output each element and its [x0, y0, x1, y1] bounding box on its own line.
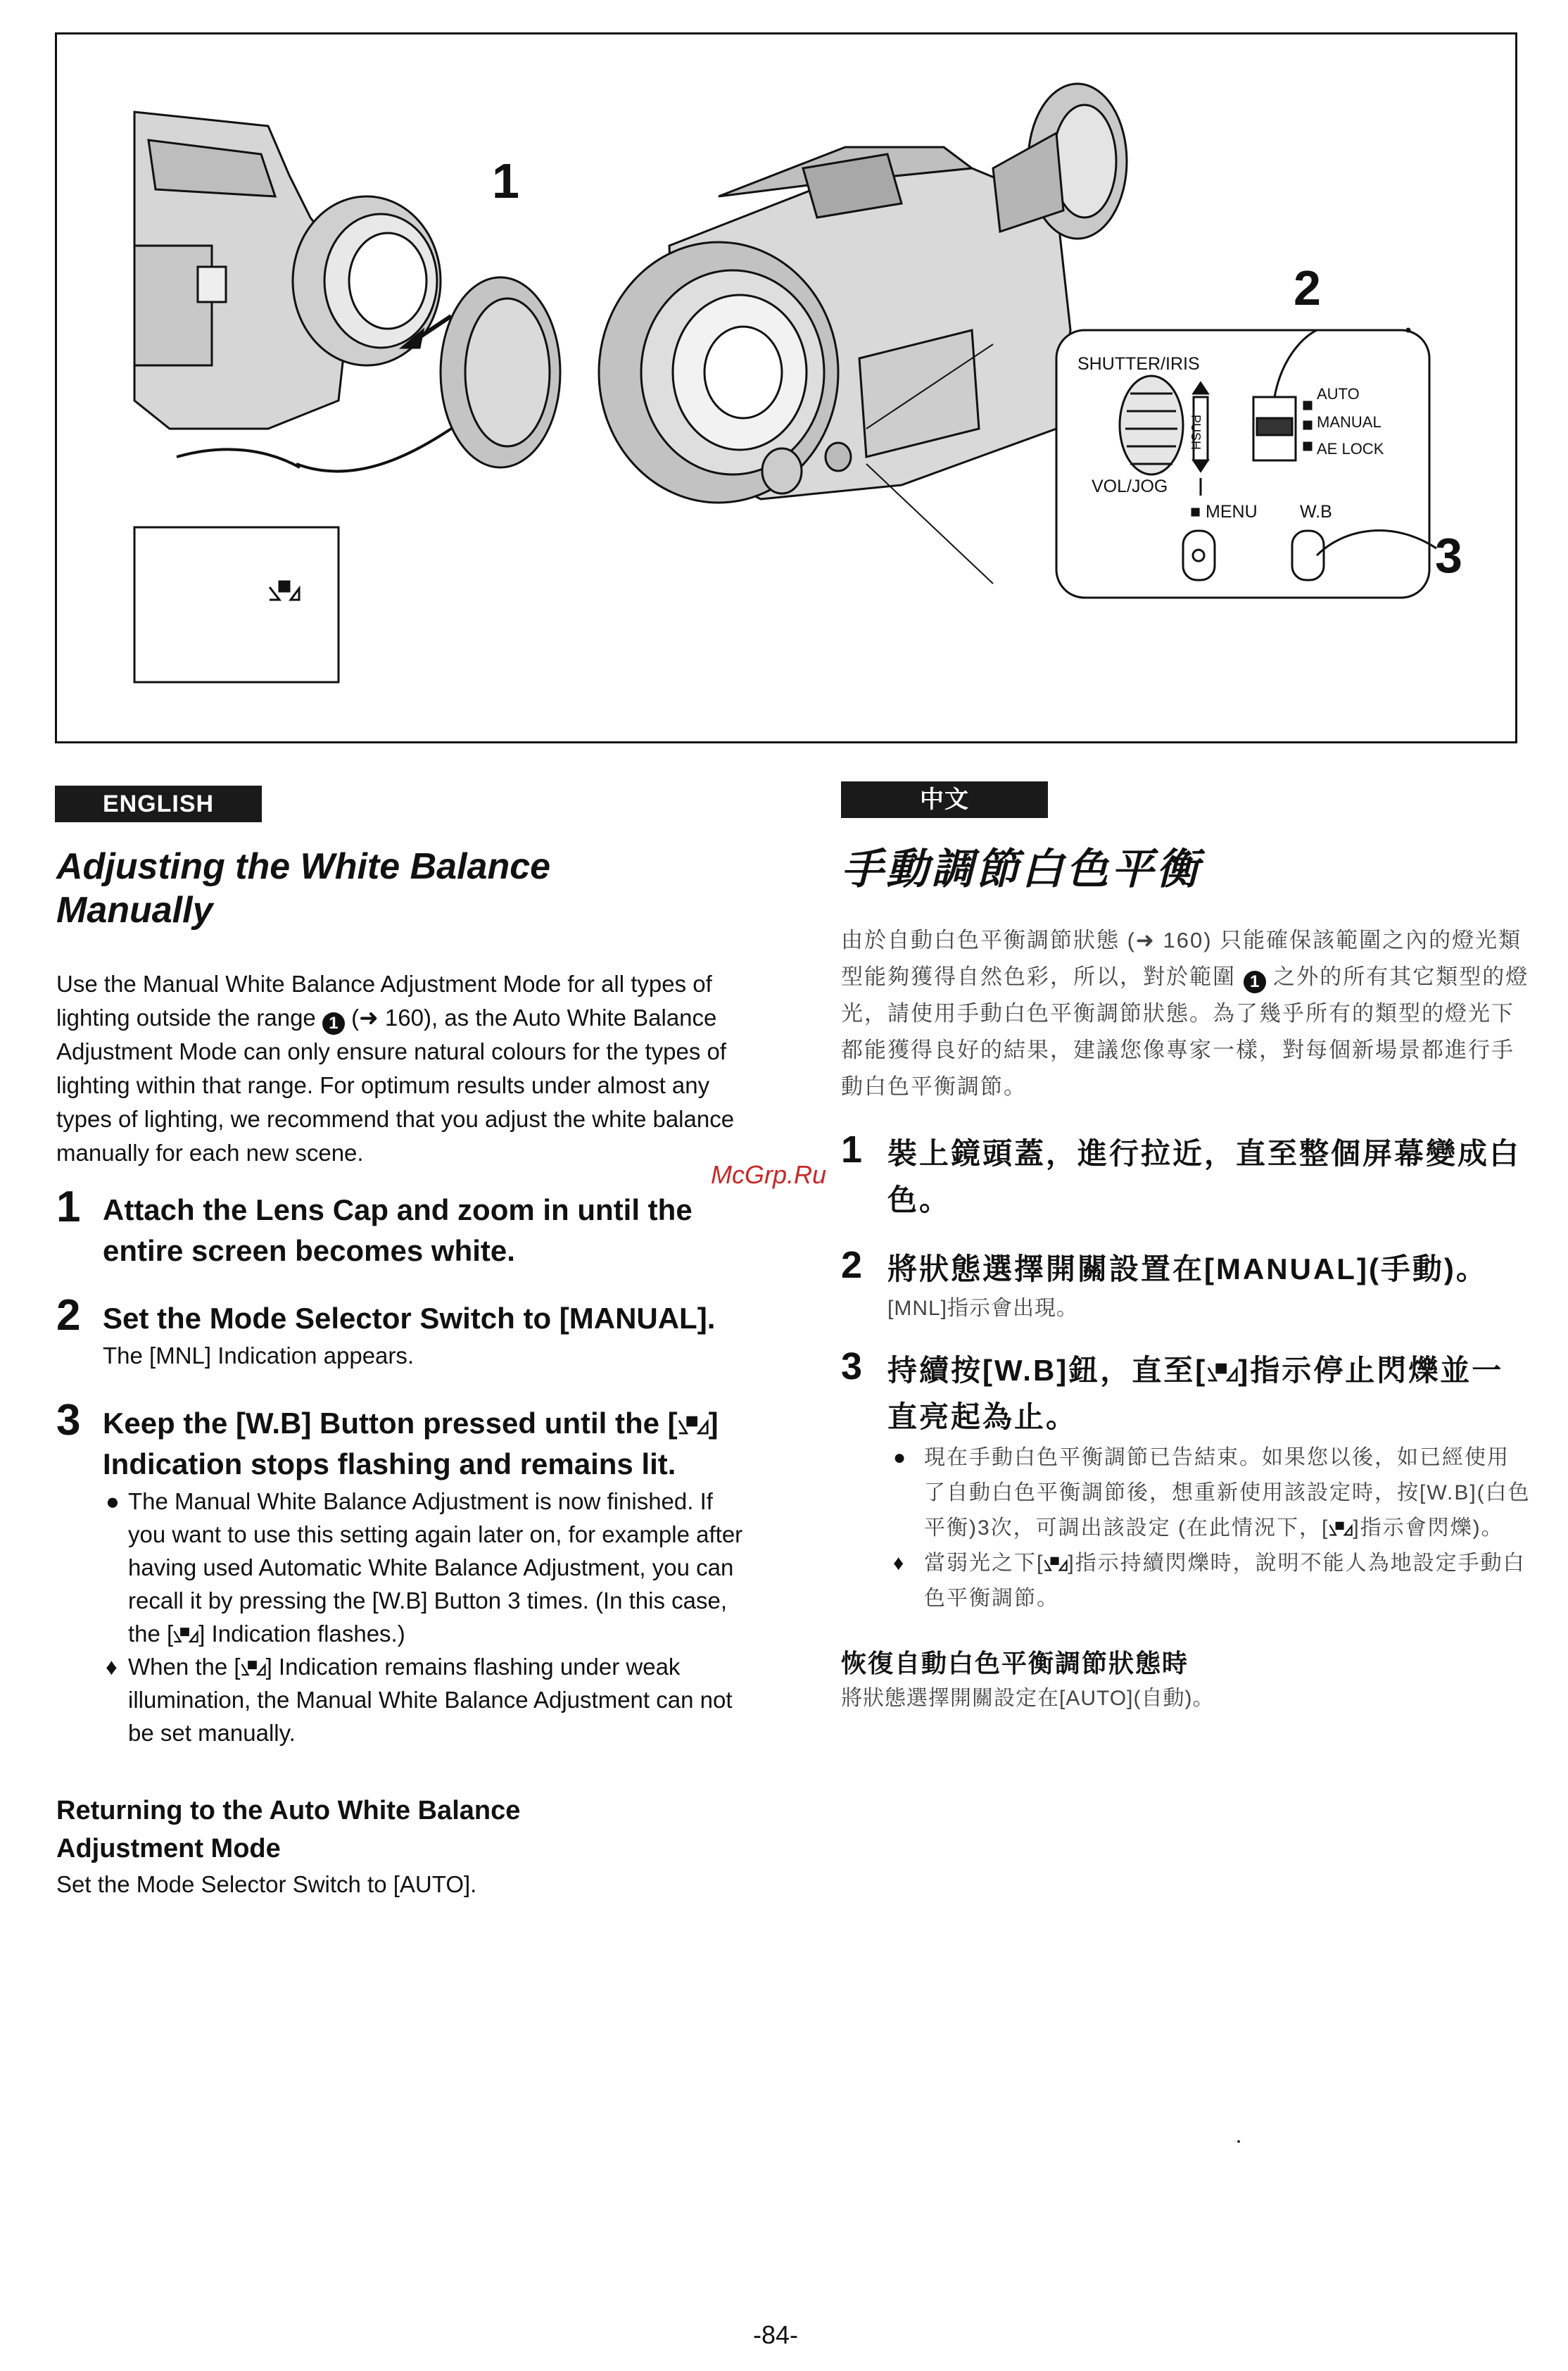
bullet-text-a: 現在手動白色平衡調節已告結束。如果您以後，如已經使用了自動白色平衡調節後，想重新使用該設定時，按[W.B](白色平衡)3次，可調出該設定 (在此情況下，[ — [924, 1446, 1531, 1540]
chinese-tab: 中文 — [841, 781, 1048, 818]
return-heading-line2: Adjustment Mode — [56, 1834, 281, 1863]
step-text: Attach the Lens Cap and zoom in until the entire screen becomes white. — [103, 1193, 693, 1267]
return-text: Set the Mode Selector Switch to [AUTO]. — [56, 1871, 477, 1897]
chinese-intro-a: 由於自動白色平衡調節狀態 (➜ 160) 只能確保該範圍之內的燈光類型能夠獲得自然色彩，所以，對於範圍 — [841, 928, 1522, 989]
english-bullet-1 — [103, 1485, 746, 1650]
chinese-step-2 — [841, 1246, 1531, 1325]
english-intro — [56, 967, 746, 1170]
english-title — [56, 845, 746, 932]
chinese-intro — [841, 922, 1531, 1105]
english-title-line2: Manually — [56, 890, 213, 931]
english-column — [56, 845, 746, 1901]
white-balance-icon — [173, 1626, 198, 1644]
return-heading — [56, 1792, 746, 1868]
white-balance-icon — [1207, 1362, 1238, 1383]
callout-1: 1 — [492, 153, 519, 208]
english-step-3 — [56, 1396, 746, 1749]
return-text: 將狀態選擇開關設定在[AUTO](自動)。 — [841, 1687, 1215, 1710]
bullet-mark: ♦ — [106, 1654, 118, 1680]
step-number: 3 — [841, 1345, 863, 1388]
chinese-step-1 — [841, 1128, 1531, 1224]
step-text — [887, 1347, 1531, 1440]
bullet-text-b: ]指示會閃爍)。 — [1353, 1516, 1504, 1540]
bullet-text-b: ]指示持續閃爍時，說明不能人為地設定手動白色平衡調節。 — [924, 1552, 1526, 1610]
mode-ae-lock-label: AE LOCK — [1317, 440, 1384, 458]
bullet-mark: ● — [893, 1446, 908, 1469]
english-tab: ENGLISH — [55, 786, 262, 822]
chinese-title: 手動調節白色平衡 — [841, 845, 1201, 893]
step-number: 1 — [56, 1183, 81, 1231]
circle-number-icon: 1 — [1244, 971, 1266, 993]
callout-3: 3 — [1435, 528, 1462, 583]
chinese-bullet-1 — [887, 1440, 1531, 1546]
page-number: -84- — [753, 2320, 799, 2349]
step-number: 3 — [56, 1396, 81, 1445]
english-bullet-2 — [103, 1650, 746, 1749]
step-number: 1 — [841, 1128, 863, 1171]
chinese-column — [841, 845, 1531, 1715]
chinese-bullet-2 — [887, 1546, 1531, 1616]
step-number: 2 — [841, 1244, 863, 1286]
english-step-1 — [56, 1183, 746, 1271]
callout-2: 2 — [1294, 260, 1321, 315]
step-note: [MNL]指示會出現。 — [887, 1297, 1079, 1320]
bullet-text-a: When the [ — [128, 1654, 241, 1680]
english-step-2 — [56, 1291, 746, 1372]
white-balance-icon — [678, 1415, 709, 1436]
step-text — [103, 1403, 746, 1485]
step-text-b: ] Indication stops flashing and remains lit. — [103, 1407, 719, 1480]
bullet-text-a: 當弱光之下[ — [924, 1552, 1044, 1575]
step-text-a: Keep the [W.B] Button pressed until the [ — [103, 1407, 678, 1440]
step-number: 2 — [56, 1291, 81, 1340]
illustration-frame — [55, 32, 1517, 743]
vol-jog-label: VOL/JOG — [1092, 477, 1168, 496]
mode-manual-label: MANUAL — [1317, 413, 1382, 431]
english-title-line1: Adjusting the White Balance — [56, 846, 551, 887]
bullet-mark: ♦ — [893, 1552, 906, 1575]
shutter-iris-label: SHUTTER/IRIS — [1077, 354, 1200, 374]
wb-label: W.B — [1300, 502, 1332, 522]
circle-number-icon: 1 — [322, 1012, 345, 1035]
white-balance-icon — [1329, 1521, 1353, 1537]
chinese-step-3 — [841, 1347, 1531, 1616]
return-heading: 恢復自動白色平衡調節狀態時 — [841, 1649, 1189, 1678]
english-intro-ref: (➜ 160), as the Auto White Balance Adjustment Mode can only ensure natural colours for the types of lighting within that range. For optimum results under almost any types of lighting, we recommend that you adjust the white balance manually for each new scene. — [56, 1005, 735, 1166]
english-intro-a: Use the Manual White Balance Adjustment Mode for all types of lighting outside the range — [56, 971, 712, 1031]
white-balance-icon — [1044, 1556, 1068, 1573]
chinese-intro-b: 之外的所有其它類型的燈光，請使用手動白色平衡調節狀態。為了幾乎所有的類型的燈光下都能獲得良好的結果，建議您像專家一樣，對每個新場景都進行手動白色平衡調節。 — [841, 964, 1529, 1099]
english-return-section — [56, 1792, 746, 1901]
bullet-text-a: The Manual White Balance Adjustment is now finished. If you want to use this setting again later on, for example after having used Automatic White Balance Adjustment, you can recall it by pressing the [W.B] Button 3 times. (In this case, the [ — [128, 1488, 743, 1647]
push-label: PUSH — [1189, 415, 1203, 451]
step-text-b: ]指示停止閃爍並一直亮起為止。 — [887, 1354, 1504, 1433]
menu-label: ■ MENU — [1190, 502, 1258, 522]
return-heading-line1: Returning to the Auto White Balance — [56, 1796, 521, 1825]
step-text: 裝上鏡頭蓋，進行拉近，直至整個屏幕變成白色。 — [887, 1137, 1522, 1216]
watermark: McGrp.Ru — [711, 1160, 827, 1189]
scan-speck — [1237, 2140, 1240, 2143]
bullet-text-b: ] Indication flashes.) — [198, 1621, 405, 1647]
step-text-a: 持續按[W.B]鈕，直至[ — [887, 1354, 1208, 1387]
chinese-return-section — [841, 1644, 1531, 1715]
step-note: The [MNL] Indication appears. — [103, 1342, 415, 1369]
step-text: Set the Mode Selector Switch to [MANUAL]. — [103, 1302, 716, 1335]
white-balance-icon — [241, 1659, 266, 1678]
camcorder-illustration — [57, 34, 1515, 741]
bullet-text-b: ] Indication remains flashing under weak illumination, the Manual White Balance Adjustment can not be set manually. — [128, 1654, 733, 1746]
bullet-mark: ● — [106, 1488, 120, 1514]
step-text: 將狀態選擇開關設置在[MANUAL](手動)。 — [887, 1252, 1488, 1285]
mode-auto-label: AUTO — [1317, 385, 1360, 403]
